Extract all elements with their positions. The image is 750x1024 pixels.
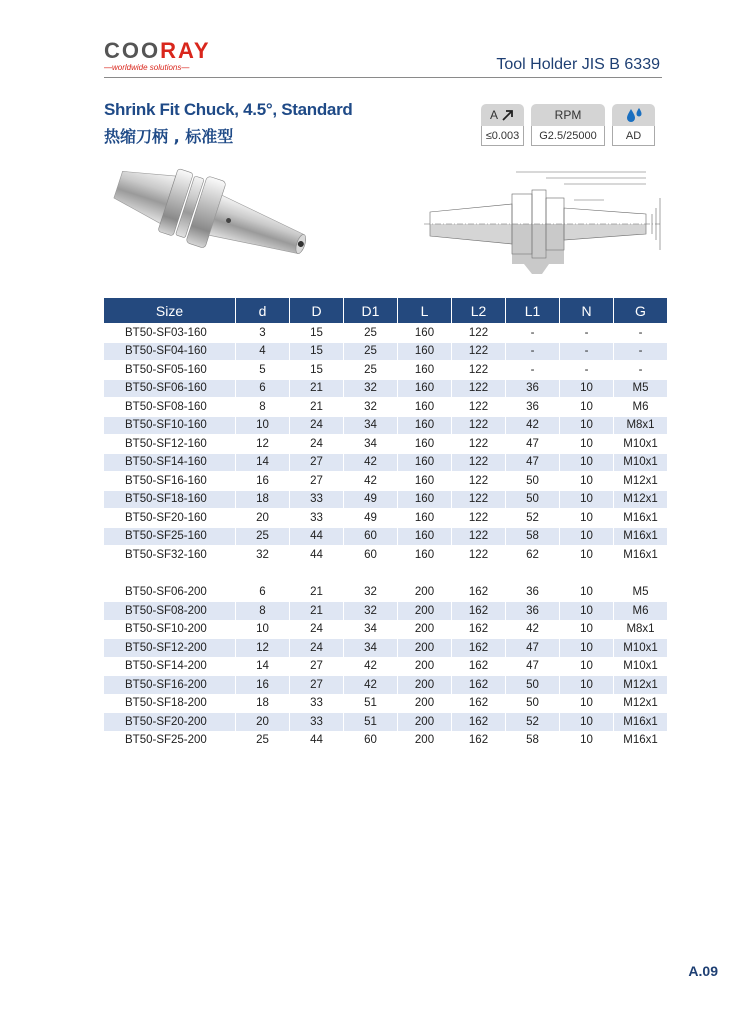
value-cell: 200 bbox=[398, 713, 451, 731]
value-cell: 122 bbox=[452, 417, 505, 435]
value-cell: M12x1 bbox=[614, 676, 667, 694]
value-cell: 44 bbox=[310, 734, 323, 747]
value-cell: 12 bbox=[256, 437, 269, 450]
size-cell: BT50-SF12-160 bbox=[125, 437, 207, 450]
value-cell: 160 bbox=[398, 417, 451, 435]
tool-holder-photo bbox=[104, 160, 324, 280]
value-cell: 15 bbox=[290, 343, 343, 361]
value-cell: 10 bbox=[580, 474, 593, 487]
value-cell: 8 bbox=[236, 602, 289, 620]
value-cell: 47 bbox=[506, 454, 559, 472]
value-cell: 24 bbox=[310, 437, 323, 450]
value-cell: M16x1 bbox=[614, 713, 667, 731]
value-cell: 10 bbox=[560, 676, 613, 694]
value-cell: M10x1 bbox=[623, 437, 658, 450]
value-cell: 34 bbox=[344, 417, 397, 435]
value-cell: 51 bbox=[364, 697, 377, 710]
value-cell: 122 bbox=[468, 548, 489, 561]
value-cell: 10 bbox=[256, 623, 269, 636]
value-cell: 10 bbox=[580, 734, 593, 747]
value-cell: 122 bbox=[452, 454, 505, 472]
value-cell: 32 bbox=[344, 380, 397, 398]
size-cell: BT50-SF18-200 bbox=[125, 697, 207, 710]
value-cell: 10 bbox=[560, 602, 613, 620]
technical-drawing bbox=[424, 164, 664, 284]
table-row bbox=[104, 584, 667, 602]
value-cell: 10 bbox=[560, 713, 613, 731]
size-cell: BT50-SF12-200 bbox=[104, 639, 235, 657]
value-cell: 18 bbox=[256, 697, 269, 710]
page-number: A.09 bbox=[688, 963, 718, 979]
value-cell: 162 bbox=[468, 660, 489, 673]
value-cell: 33 bbox=[290, 713, 343, 731]
value-cell: 34 bbox=[344, 639, 397, 657]
product-title-cn: 热缩刀柄 , 标准型 bbox=[104, 127, 234, 146]
value-cell: 50 bbox=[526, 474, 539, 487]
value-cell: 52 bbox=[506, 713, 559, 731]
value-cell: 60 bbox=[344, 528, 397, 546]
value-cell: 60 bbox=[364, 734, 377, 747]
value-cell: 122 bbox=[468, 511, 489, 524]
size-cell: BT50-SF10-160 bbox=[104, 417, 235, 435]
value-cell: 36 bbox=[506, 602, 559, 620]
table-row bbox=[104, 417, 667, 435]
table-body bbox=[104, 324, 667, 749]
value-cell: 24 bbox=[310, 623, 323, 636]
value-cell: 200 bbox=[414, 660, 435, 673]
value-cell: M10x1 bbox=[623, 660, 658, 673]
spec-badges bbox=[481, 104, 655, 146]
value-cell: 160 bbox=[414, 326, 435, 339]
table-row bbox=[104, 658, 667, 676]
value-cell: 49 bbox=[364, 511, 377, 524]
value-cell: 47 bbox=[506, 639, 559, 657]
rpm-value: G2.5/25000 bbox=[531, 126, 605, 146]
value-cell: - bbox=[560, 343, 613, 361]
size-cell: BT50-SF20-160 bbox=[125, 511, 207, 524]
size-cell: BT50-SF16-200 bbox=[104, 676, 235, 694]
value-cell: M5 bbox=[632, 586, 649, 599]
value-cell: 21 bbox=[290, 380, 343, 398]
value-cell: 25 bbox=[236, 528, 289, 546]
value-cell: M10x1 bbox=[614, 454, 667, 472]
value-cell: 122 bbox=[468, 326, 489, 339]
value-cell: 47 bbox=[526, 437, 539, 450]
rpm-label: RPM bbox=[531, 104, 605, 126]
value-cell: 160 bbox=[414, 437, 435, 450]
value-cell: 8 bbox=[259, 400, 266, 413]
size-cell: BT50-SF05-160 bbox=[125, 363, 207, 376]
table-row bbox=[104, 454, 667, 472]
value-cell: 27 bbox=[290, 454, 343, 472]
value-cell: M16x1 bbox=[623, 511, 658, 524]
value-cell: 27 bbox=[310, 660, 323, 673]
value-cell: 20 bbox=[236, 713, 289, 731]
size-cell: BT50-SF08-160 bbox=[125, 400, 207, 413]
size-cell: BT50-SF25-200 bbox=[125, 734, 207, 747]
value-cell: 200 bbox=[414, 623, 435, 636]
size-cell: BT50-SF10-200 bbox=[125, 623, 207, 636]
value-cell: 200 bbox=[414, 734, 435, 747]
value-cell: - bbox=[530, 326, 535, 339]
company-logo bbox=[104, 40, 224, 76]
value-cell: 160 bbox=[414, 474, 435, 487]
size-cell: BT50-SF06-200 bbox=[125, 586, 207, 599]
value-cell: 162 bbox=[468, 697, 489, 710]
value-cell: 16 bbox=[236, 676, 289, 694]
value-cell: 27 bbox=[290, 676, 343, 694]
value-cell: 10 bbox=[580, 400, 593, 413]
value-cell: 58 bbox=[506, 528, 559, 546]
coolant-badge bbox=[612, 104, 655, 146]
value-cell: M16x1 bbox=[623, 734, 658, 747]
column-header: L1 bbox=[506, 298, 559, 323]
value-cell: 50 bbox=[506, 491, 559, 509]
value-cell: 50 bbox=[526, 697, 539, 710]
value-cell: 10 bbox=[580, 697, 593, 710]
value-cell: - bbox=[614, 343, 667, 361]
value-cell: - bbox=[638, 363, 643, 376]
value-cell: 10 bbox=[580, 437, 593, 450]
value-cell: 10 bbox=[560, 417, 613, 435]
table-row bbox=[104, 621, 667, 639]
value-cell: - bbox=[530, 363, 535, 376]
spec-table bbox=[103, 297, 668, 750]
value-cell: 160 bbox=[398, 491, 451, 509]
table-row bbox=[104, 435, 667, 453]
value-cell: 12 bbox=[236, 639, 289, 657]
value-cell: 162 bbox=[468, 586, 489, 599]
value-cell: 60 bbox=[364, 548, 377, 561]
value-cell: 10 bbox=[236, 417, 289, 435]
value-cell: 25 bbox=[364, 326, 377, 339]
value-cell: 49 bbox=[344, 491, 397, 509]
value-cell: 24 bbox=[290, 639, 343, 657]
header-title: Tool Holder JIS B 6339 bbox=[496, 56, 660, 73]
value-cell: 160 bbox=[398, 343, 451, 361]
value-cell: 33 bbox=[290, 491, 343, 509]
value-cell: 162 bbox=[452, 676, 505, 694]
value-cell: 34 bbox=[364, 623, 377, 636]
value-cell: 21 bbox=[290, 602, 343, 620]
value-cell: 200 bbox=[398, 676, 451, 694]
value-cell: - bbox=[638, 326, 643, 339]
value-cell: 14 bbox=[256, 660, 269, 673]
value-cell: 10 bbox=[560, 491, 613, 509]
value-cell: 16 bbox=[256, 474, 269, 487]
size-cell: BT50-SF32-160 bbox=[125, 548, 207, 561]
logo-part-1: COO bbox=[104, 38, 161, 63]
value-cell: 200 bbox=[398, 639, 451, 657]
value-cell: 24 bbox=[290, 417, 343, 435]
value-cell: 62 bbox=[526, 548, 539, 561]
value-cell: 162 bbox=[468, 623, 489, 636]
table-row bbox=[104, 602, 667, 620]
value-cell: 15 bbox=[310, 326, 323, 339]
logo-part-2: RAY bbox=[160, 38, 211, 63]
value-cell: 42 bbox=[364, 474, 377, 487]
size-cell: BT50-SF25-160 bbox=[104, 528, 235, 546]
table-row bbox=[104, 639, 667, 657]
coolant-drops-icon bbox=[624, 107, 644, 123]
table-row bbox=[104, 509, 667, 527]
value-cell: 10 bbox=[560, 454, 613, 472]
table-row bbox=[104, 361, 667, 379]
table-row bbox=[104, 343, 667, 361]
value-cell: 14 bbox=[236, 454, 289, 472]
header-divider bbox=[104, 77, 662, 78]
value-cell: 42 bbox=[344, 676, 397, 694]
value-cell: 10 bbox=[580, 586, 593, 599]
value-cell: 200 bbox=[398, 602, 451, 620]
value-cell: 122 bbox=[468, 400, 489, 413]
size-cell: BT50-SF14-160 bbox=[104, 454, 235, 472]
size-cell: BT50-SF18-160 bbox=[104, 491, 235, 509]
value-cell: 160 bbox=[398, 528, 451, 546]
value-cell: 50 bbox=[506, 676, 559, 694]
value-cell: 122 bbox=[468, 363, 489, 376]
value-cell: 160 bbox=[414, 548, 435, 561]
value-cell: 36 bbox=[526, 586, 539, 599]
table-header-row bbox=[104, 298, 667, 323]
value-cell: 25 bbox=[364, 363, 377, 376]
table-row bbox=[104, 491, 667, 509]
table-row bbox=[104, 472, 667, 490]
size-cell: BT50-SF16-160 bbox=[125, 474, 207, 487]
value-cell: 21 bbox=[310, 400, 323, 413]
value-cell: 160 bbox=[414, 363, 435, 376]
column-header: L2 bbox=[452, 298, 505, 323]
table-row bbox=[104, 528, 667, 546]
value-cell: M6 bbox=[614, 602, 667, 620]
value-cell: 21 bbox=[310, 586, 323, 599]
value-cell: M12x1 bbox=[614, 491, 667, 509]
column-header: Size bbox=[104, 298, 235, 323]
value-cell: 32 bbox=[256, 548, 269, 561]
table-row bbox=[104, 676, 667, 694]
value-cell: 27 bbox=[310, 474, 323, 487]
logo-wordmark bbox=[104, 40, 224, 62]
value-cell: 162 bbox=[452, 602, 505, 620]
coolant-value: AD bbox=[612, 126, 655, 146]
arrow-up-right-icon bbox=[501, 109, 515, 121]
value-cell: 44 bbox=[290, 528, 343, 546]
table-row bbox=[104, 713, 667, 731]
accuracy-badge-header bbox=[481, 104, 524, 126]
value-cell: 160 bbox=[398, 380, 451, 398]
value-cell: 6 bbox=[236, 380, 289, 398]
table-row bbox=[104, 732, 667, 750]
value-cell: 10 bbox=[560, 639, 613, 657]
size-cell: BT50-SF06-160 bbox=[104, 380, 235, 398]
value-cell: 44 bbox=[310, 548, 323, 561]
column-header: L bbox=[398, 298, 451, 323]
value-cell: 36 bbox=[526, 400, 539, 413]
rpm-badge bbox=[531, 104, 605, 146]
column-header: N bbox=[560, 298, 613, 323]
value-cell: 122 bbox=[468, 474, 489, 487]
table-row bbox=[104, 546, 667, 564]
size-cell: BT50-SF04-160 bbox=[104, 343, 235, 361]
value-cell: M5 bbox=[614, 380, 667, 398]
value-cell: M6 bbox=[632, 400, 649, 413]
value-cell: 51 bbox=[344, 713, 397, 731]
value-cell: 34 bbox=[364, 437, 377, 450]
value-cell: 58 bbox=[526, 734, 539, 747]
value-cell: - bbox=[506, 343, 559, 361]
table-row bbox=[104, 380, 667, 398]
size-cell: BT50-SF14-200 bbox=[125, 660, 207, 673]
value-cell: 10 bbox=[580, 623, 593, 636]
value-cell: 162 bbox=[452, 639, 505, 657]
value-cell: 42 bbox=[364, 660, 377, 673]
value-cell: 3 bbox=[259, 326, 266, 339]
value-cell: 10 bbox=[580, 548, 593, 561]
value-cell: 10 bbox=[580, 660, 593, 673]
value-cell: M8x1 bbox=[614, 417, 667, 435]
size-cell: BT50-SF20-200 bbox=[104, 713, 235, 731]
product-title-en: Shrink Fit Chuck, 4.5°, Standard bbox=[104, 100, 353, 119]
value-cell: 42 bbox=[526, 623, 539, 636]
value-cell: 200 bbox=[414, 697, 435, 710]
value-cell: 200 bbox=[414, 586, 435, 599]
value-cell: 32 bbox=[364, 586, 377, 599]
value-cell: M16x1 bbox=[623, 548, 658, 561]
column-header: d bbox=[236, 298, 289, 323]
column-header: D1 bbox=[344, 298, 397, 323]
value-cell: 160 bbox=[414, 511, 435, 524]
table-group-spacer bbox=[104, 565, 667, 583]
table-row bbox=[104, 398, 667, 416]
value-cell: 18 bbox=[236, 491, 289, 509]
size-cell: BT50-SF08-200 bbox=[104, 602, 235, 620]
value-cell: 10 bbox=[580, 511, 593, 524]
value-cell: 122 bbox=[452, 491, 505, 509]
value-cell: M12x1 bbox=[623, 697, 658, 710]
value-cell: 33 bbox=[310, 697, 323, 710]
value-cell: 160 bbox=[414, 400, 435, 413]
spacer-cell bbox=[104, 565, 667, 583]
value-cell: 5 bbox=[259, 363, 266, 376]
coolant-badge-header bbox=[612, 104, 655, 126]
value-cell: 25 bbox=[344, 343, 397, 361]
logo-tagline: —worldwide solutions— bbox=[104, 63, 190, 72]
value-cell: 162 bbox=[468, 734, 489, 747]
value-cell: M10x1 bbox=[614, 639, 667, 657]
value-cell: 36 bbox=[506, 380, 559, 398]
value-cell: 122 bbox=[452, 380, 505, 398]
value-cell: 6 bbox=[259, 586, 266, 599]
value-cell: 47 bbox=[526, 660, 539, 673]
value-cell: 20 bbox=[256, 511, 269, 524]
column-header: G bbox=[614, 298, 667, 323]
value-cell: 33 bbox=[310, 511, 323, 524]
value-cell: 162 bbox=[452, 713, 505, 731]
value-cell: 32 bbox=[364, 400, 377, 413]
value-cell: 122 bbox=[452, 343, 505, 361]
table-row bbox=[104, 324, 667, 342]
value-cell: 32 bbox=[344, 602, 397, 620]
value-cell: 122 bbox=[468, 437, 489, 450]
size-cell: BT50-SF03-160 bbox=[125, 326, 207, 339]
value-cell: 52 bbox=[526, 511, 539, 524]
value-cell: 122 bbox=[452, 528, 505, 546]
value-cell: - bbox=[584, 326, 589, 339]
value-cell: M16x1 bbox=[614, 528, 667, 546]
value-cell: 15 bbox=[310, 363, 323, 376]
value-cell: 42 bbox=[344, 454, 397, 472]
column-header: D bbox=[290, 298, 343, 323]
accuracy-label: A bbox=[489, 108, 498, 122]
value-cell: 10 bbox=[560, 528, 613, 546]
accuracy-value: ≤0.003 bbox=[481, 126, 524, 146]
accuracy-badge bbox=[481, 104, 524, 146]
value-cell: M8x1 bbox=[626, 623, 655, 636]
value-cell: 42 bbox=[506, 417, 559, 435]
value-cell: - bbox=[584, 363, 589, 376]
value-cell: 25 bbox=[256, 734, 269, 747]
value-cell: 160 bbox=[398, 454, 451, 472]
value-cell: M12x1 bbox=[623, 474, 658, 487]
table-row bbox=[104, 695, 667, 713]
value-cell: 4 bbox=[236, 343, 289, 361]
value-cell: 10 bbox=[560, 380, 613, 398]
